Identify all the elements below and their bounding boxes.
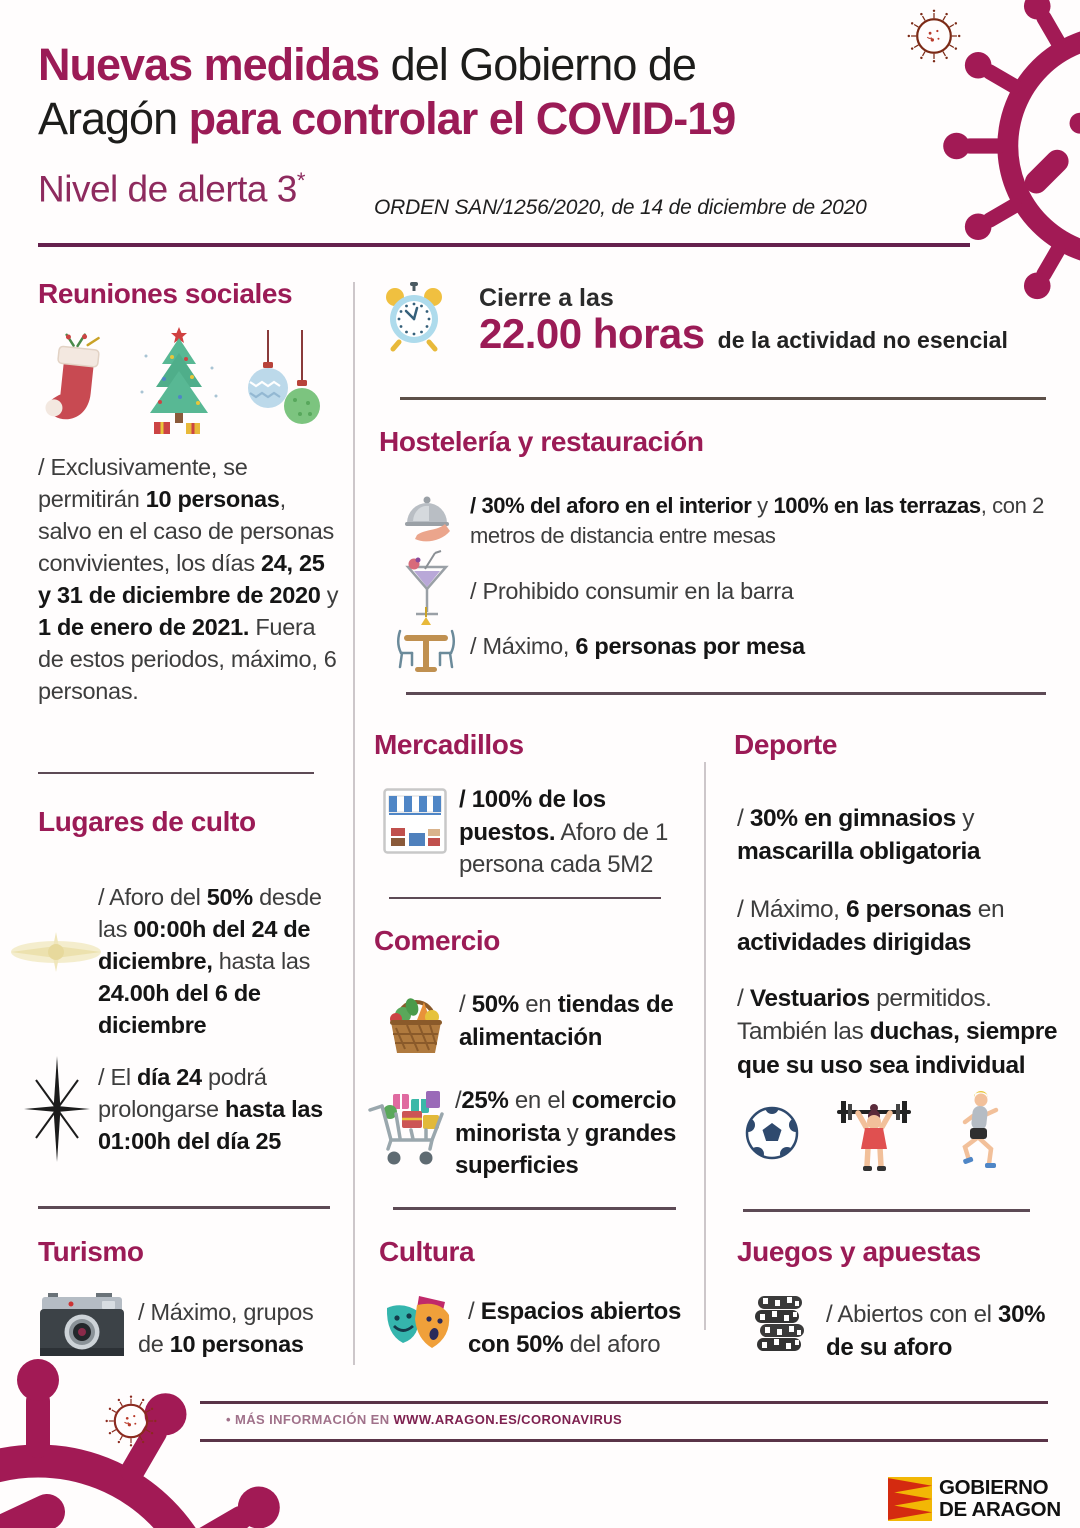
alert-asterisk: * — [296, 168, 305, 193]
coronavirus-icon — [0, 1335, 338, 1528]
cierre-suffix: de la actividad no esencial — [717, 327, 1008, 353]
footer-info-prefix: MÁS INFORMACIÓN EN — [234, 1412, 394, 1427]
table-chairs-icon — [391, 605, 461, 685]
header-rule — [38, 243, 970, 247]
alarm-clock-icon — [382, 281, 446, 353]
culto-item-2: / El día 24 podrá prolongarse hasta las 01:00h del día 25 — [98, 1064, 323, 1154]
market-stall-icon — [383, 788, 447, 854]
comercio-item-1: / 50% en tiendas de alimentación — [459, 991, 674, 1051]
section-title-deporte: Deporte — [734, 729, 837, 760]
section-rule — [38, 1206, 330, 1209]
gobierno-aragon-logo — [888, 1477, 1061, 1521]
turismo-item: / Máximo, grupos de 10 personas — [138, 1299, 314, 1357]
food-basket-icon — [383, 990, 449, 1056]
footer-info-url: WWW.ARAGON.ES/CORONAVIRUS — [393, 1412, 623, 1427]
alert-level: Nivel de alerta 3* — [38, 168, 305, 210]
christmas-tree-icon — [134, 326, 224, 436]
deporte-item-3: / Vestuarios permitidos. También las duchas, siempre que su uso sea individual — [737, 985, 1058, 1079]
page-title-line1: Nuevas medidas del Gobierno de — [38, 39, 696, 90]
cierre-line1: Cierre a las — [479, 284, 614, 312]
section-title-reuniones: Reuniones sociales — [38, 278, 293, 309]
section-rule — [38, 772, 314, 774]
section-rule — [393, 1207, 676, 1210]
section-title-turismo: Turismo — [38, 1236, 144, 1267]
comercio-item-2: /25% en el comercio minorista y grandes superficies — [455, 1087, 677, 1180]
hosteleria-item-1: / 30% del aforo en el interior y 100% en las terrazas, con 2 metros de distancia entre mesas — [470, 493, 1044, 548]
deporte-item-1: / 30% en gimnasios y mascarilla obligatoria — [737, 805, 981, 866]
deporte-item-2: / Máximo, 6 personas en actividades dirigidas — [737, 896, 1005, 957]
banner-rule — [400, 397, 1046, 400]
coronavirus-outline-icon — [104, 1394, 158, 1448]
section-title-hosteleria: Hostelería y restauración — [379, 426, 704, 457]
soccer-ball-icon — [744, 1105, 800, 1161]
christmas-stocking-icon — [40, 330, 112, 430]
ornaments-icon — [240, 330, 332, 438]
theater-masks-icon — [383, 1290, 459, 1362]
section-rule — [389, 897, 661, 899]
logo-text — [939, 1477, 1061, 1521]
section-title-comercio: Comercio — [374, 925, 500, 956]
weightlifter-icon — [835, 1092, 913, 1176]
juegos-item: / Abiertos con el 30% de su aforo — [826, 1301, 1046, 1361]
culto-item-1: / Aforo del 50% desde las 00:00h del 24 de diciembre, hasta las 24.00h del 6 de diciembre — [98, 884, 322, 1038]
casino-chips-icon — [751, 1293, 809, 1357]
hosteleria-item-3: / Máximo, 6 personas por mesa — [470, 633, 805, 659]
cierre-row — [479, 310, 1008, 358]
logo-line1: GOBIERNO — [939, 1476, 1049, 1499]
hosteleria-item-2: / Prohibido consumir en la barra — [470, 578, 794, 604]
serving-cloche-icon — [399, 489, 455, 547]
cierre-time: 22.00 horas — [479, 310, 705, 357]
logo-line2: DE ARAGON — [939, 1497, 1061, 1521]
reuniones-body: / Exclusivamente, se permitirán 10 personas, salvo en el caso de personas convivientes, los días 24, 25 y 31 de diciembre de 2020 y 1 de enero de 2021. Fuera de estos periodos, máximo, 6 personas. — [38, 454, 339, 704]
column-divider-left — [353, 282, 355, 1365]
section-title-juegos: Juegos y apuestas — [737, 1236, 981, 1267]
glow-star-icon — [8, 920, 104, 984]
column-divider-right — [704, 762, 706, 1330]
page-title-line2: Aragón para controlar el COVID-19 — [38, 92, 736, 144]
footer-bullet: • — [226, 1412, 231, 1427]
section-title-cultura: Cultura — [379, 1236, 475, 1267]
section-rule — [406, 692, 1046, 695]
mercadillos-item: / 100% de los puestos. Aforo de 1 persona cada 5M2 — [459, 786, 669, 879]
bethlehem-star-icon — [22, 1056, 92, 1162]
shopping-cart-icon — [366, 1086, 454, 1172]
section-rule — [743, 1209, 1030, 1212]
coronavirus-outline-icon — [906, 8, 962, 64]
aragon-flag-icon — [888, 1477, 932, 1521]
section-title-culto: Lugares de culto — [38, 806, 256, 837]
cultura-item: / Espacios abiertos con 50% del aforo — [468, 1298, 682, 1358]
page-title — [38, 38, 908, 145]
section-title-mercadillos: Mercadillos — [374, 729, 524, 760]
order-reference: ORDEN SAN/1256/2020, de 14 de diciembre de 2020 — [374, 196, 867, 219]
runner-icon — [944, 1090, 1004, 1176]
